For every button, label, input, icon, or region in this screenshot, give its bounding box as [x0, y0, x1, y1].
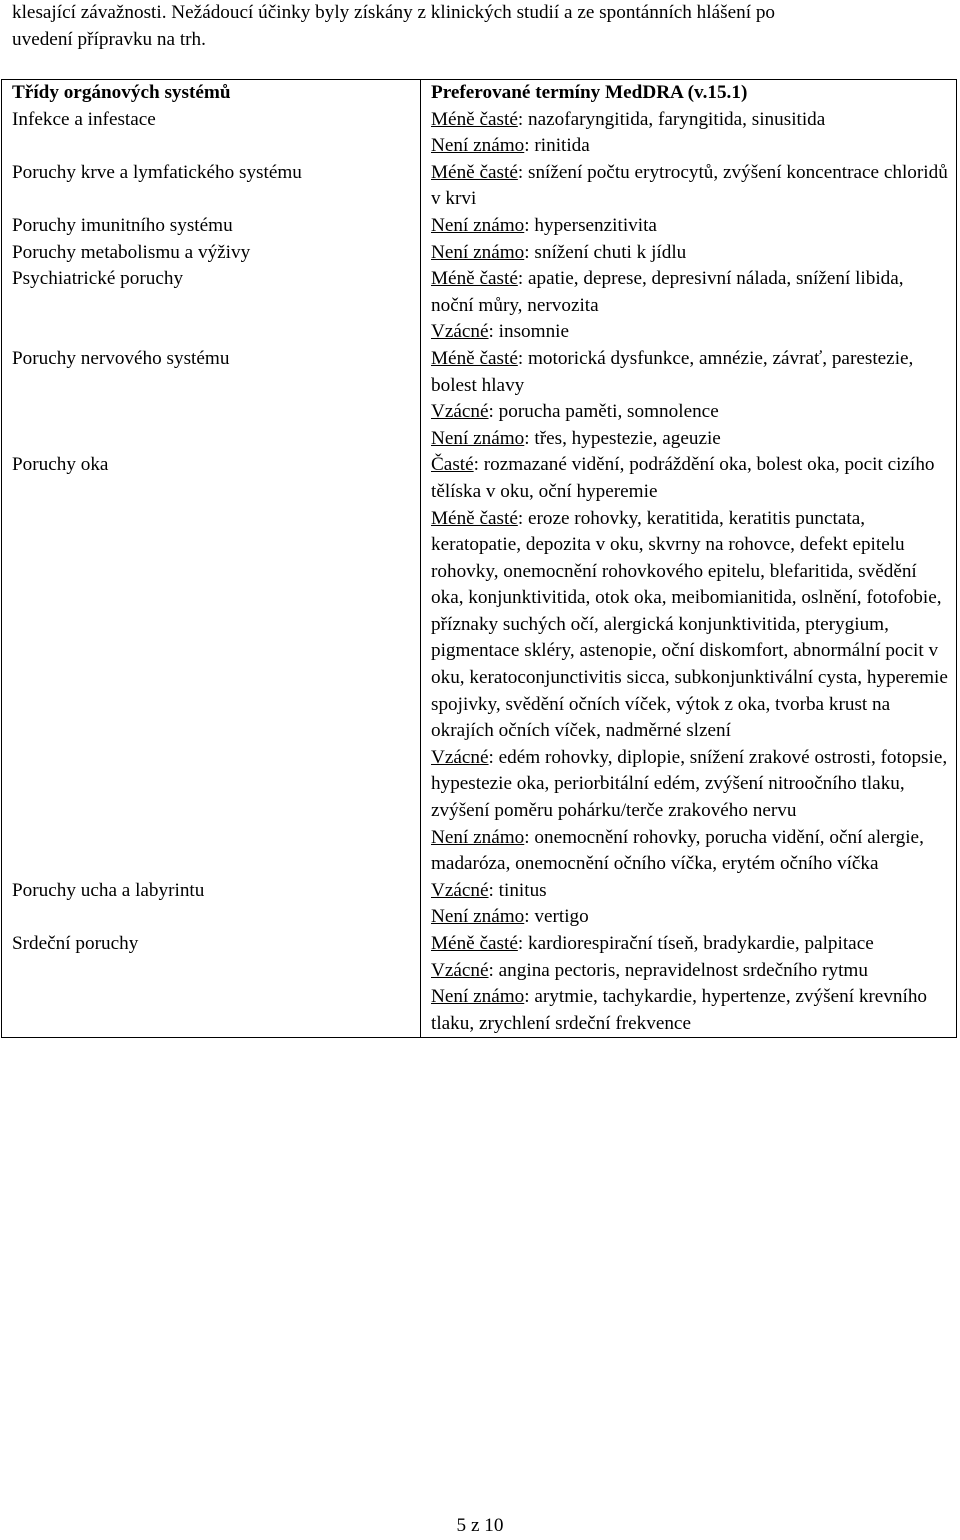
frequency-label: Vzácné: [431, 959, 489, 981]
table-header-row: [2, 80, 957, 107]
terms-cell: [421, 266, 957, 346]
frequency-text: : třes, hypestezie, ageuzie: [524, 427, 721, 449]
table-row: [2, 878, 957, 931]
frequency-label: Méně časté: [431, 347, 518, 369]
frequency-entry: [431, 215, 657, 236]
table-row: [2, 346, 957, 452]
header-meddra: Preferované termíny MedDRA (v.15.1): [421, 80, 957, 107]
frequency-entry: [431, 508, 948, 742]
soc-cell: Srdeční poruchy: [2, 931, 421, 1038]
intro-paragraph: [12, 0, 952, 53]
table-row: [2, 931, 957, 1038]
frequency-entry: [431, 135, 590, 156]
terms-cell: [421, 878, 957, 931]
frequency-text: : snížení počtu erytrocytů, zvýšení koncentrace chloridů v krvi: [431, 161, 948, 210]
frequency-entry: [431, 401, 719, 422]
frequency-text: : kardiorespirační tíseň, bradykardie, palpitace: [517, 933, 874, 954]
table-row: [2, 160, 957, 213]
frequency-entry: [431, 880, 547, 901]
frequency-entry: [431, 747, 947, 821]
frequency-text: : onemocnění rohovky, porucha vidění, oční alergie, madaróza, onemocnění očního víčka, erytém očního víčka: [431, 826, 924, 875]
frequency-text: : rinitida: [524, 135, 590, 157]
terms-cell: [421, 931, 957, 1038]
frequency-text: : eroze rohovky, keratitida, keratitis punctata, keratopatie, depozita v oku, skvrny na rohovce, defekt epitelu rohovky, onemocnění rohovkového epitelu, blefaritida, svědění oka, konjunktivitida, otok oka, meibomianitida, oslnění, fotofobie, příznaky suchých očí, alergická konjunktivitida, pterygium, pigmentace skléry, astenopie, oční diskomfort, abnormální pocit v oku, keratoconjunctivitis sicca, subkonjunktivální cysta, hyperemie spojivky, svědění očních víček, výtok z oka, tvorba krust na okrajích očních víček, nadměrné slzení: [431, 507, 948, 742]
frequency-entry: [431, 933, 874, 954]
soc-cell: Psychiatrické poruchy: [2, 266, 421, 346]
frequency-label: Vzácné: [431, 401, 489, 423]
frequency-entry: [431, 827, 924, 875]
frequency-text: : porucha paměti, somnolence: [488, 401, 719, 423]
frequency-entry: [431, 960, 868, 981]
frequency-label: Není známo: [431, 214, 525, 236]
frequency-label: Není známo: [431, 986, 525, 1008]
frequency-label: Méně časté: [431, 507, 518, 529]
table-row: [2, 213, 957, 240]
soc-cell: Poruchy nervového systému: [2, 346, 421, 452]
frequency-text: : apatie, deprese, depresivní nálada, snížení libida, noční můry, nervozita: [431, 268, 904, 316]
soc-cell: Poruchy ucha a labyrintu: [2, 878, 421, 931]
soc-cell: Poruchy imunitního systému: [2, 213, 421, 240]
frequency-entry: [431, 454, 935, 502]
frequency-entry: [431, 109, 825, 130]
adverse-reactions-table: [1, 79, 957, 1038]
frequency-text: : angina pectoris, nepravidelnost srdečního rytmu: [488, 959, 868, 981]
page-number: 5 z 10: [456, 1515, 504, 1536]
header-soc: Třídy orgánových systémů: [2, 80, 421, 107]
frequency-label: Méně časté: [431, 268, 518, 290]
soc-cell: Infekce a infestace: [2, 107, 421, 160]
frequency-label: Méně časté: [431, 108, 518, 130]
frequency-label: Není známo: [431, 135, 525, 157]
frequency-label: Vzácné: [431, 746, 489, 768]
frequency-entry: [431, 162, 948, 210]
soc-cell: Poruchy oka: [2, 452, 421, 878]
intro-line: uvedení přípravku na trh.: [12, 28, 206, 50]
frequency-label: Vzácné: [431, 321, 489, 343]
frequency-text: : hypersenzitivita: [524, 214, 657, 236]
frequency-text: : tinitus: [488, 879, 547, 901]
soc-cell: Poruchy metabolismu a výživy: [2, 240, 421, 267]
frequency-label: Méně časté: [431, 161, 518, 183]
frequency-entry: [431, 242, 686, 263]
frequency-entry: [431, 906, 589, 927]
frequency-text: : nazofaryngitida, faryngitida, sinusitida: [517, 108, 826, 130]
frequency-entry: [431, 348, 913, 396]
frequency-entry: [431, 986, 927, 1034]
terms-cell: [421, 240, 957, 267]
soc-cell: Poruchy krve a lymfatického systému: [2, 160, 421, 213]
frequency-text: : edém rohovky, diplopie, snížení zrakové ostrosti, fotopsie, hypestezie oka, periorbitální edém, zvýšení nitroočního tlaku, zvýšení poměru pohárku/terče zrakového nervu: [431, 746, 948, 822]
table-row: [2, 240, 957, 267]
table-row: [2, 452, 957, 878]
frequency-label: Méně časté: [431, 933, 518, 954]
terms-cell: [421, 452, 957, 878]
frequency-label: Není známo: [431, 826, 525, 848]
frequency-label: Není známo: [431, 241, 525, 263]
terms-cell: [421, 107, 957, 160]
frequency-text: : snížení chuti k jídlu: [524, 241, 687, 263]
frequency-text: : vertigo: [524, 906, 589, 928]
terms-cell: [421, 213, 957, 240]
table-row: [2, 266, 957, 346]
table-row: [2, 107, 957, 160]
intro-line: klesající závažnosti. Nežádoucí účinky byly získány z klinických studií a ze spontánních hlášení po: [12, 2, 776, 23]
frequency-entry: [431, 428, 721, 449]
frequency-text: : insomnie: [488, 321, 570, 343]
frequency-entry: [431, 268, 904, 316]
frequency-label: Časté: [431, 454, 474, 476]
frequency-text: : motorická dysfunkce, amnézie, závrať, parestezie, bolest hlavy: [431, 347, 914, 396]
terms-cell: [421, 346, 957, 452]
frequency-label: Není známo: [431, 906, 525, 928]
frequency-text: : arytmie, tachykardie, hypertenze, zvýšení krevního tlaku, zrychlení srdeční frekvence: [431, 986, 928, 1034]
frequency-label: Vzácné: [431, 879, 489, 901]
frequency-label: Není známo: [431, 427, 525, 449]
frequency-text: : rozmazané vidění, podráždění oka, bolest oka, pocit cizího tělíska v oku, oční hyperemie: [431, 454, 935, 502]
frequency-entry: [431, 321, 569, 342]
terms-cell: [421, 160, 957, 213]
